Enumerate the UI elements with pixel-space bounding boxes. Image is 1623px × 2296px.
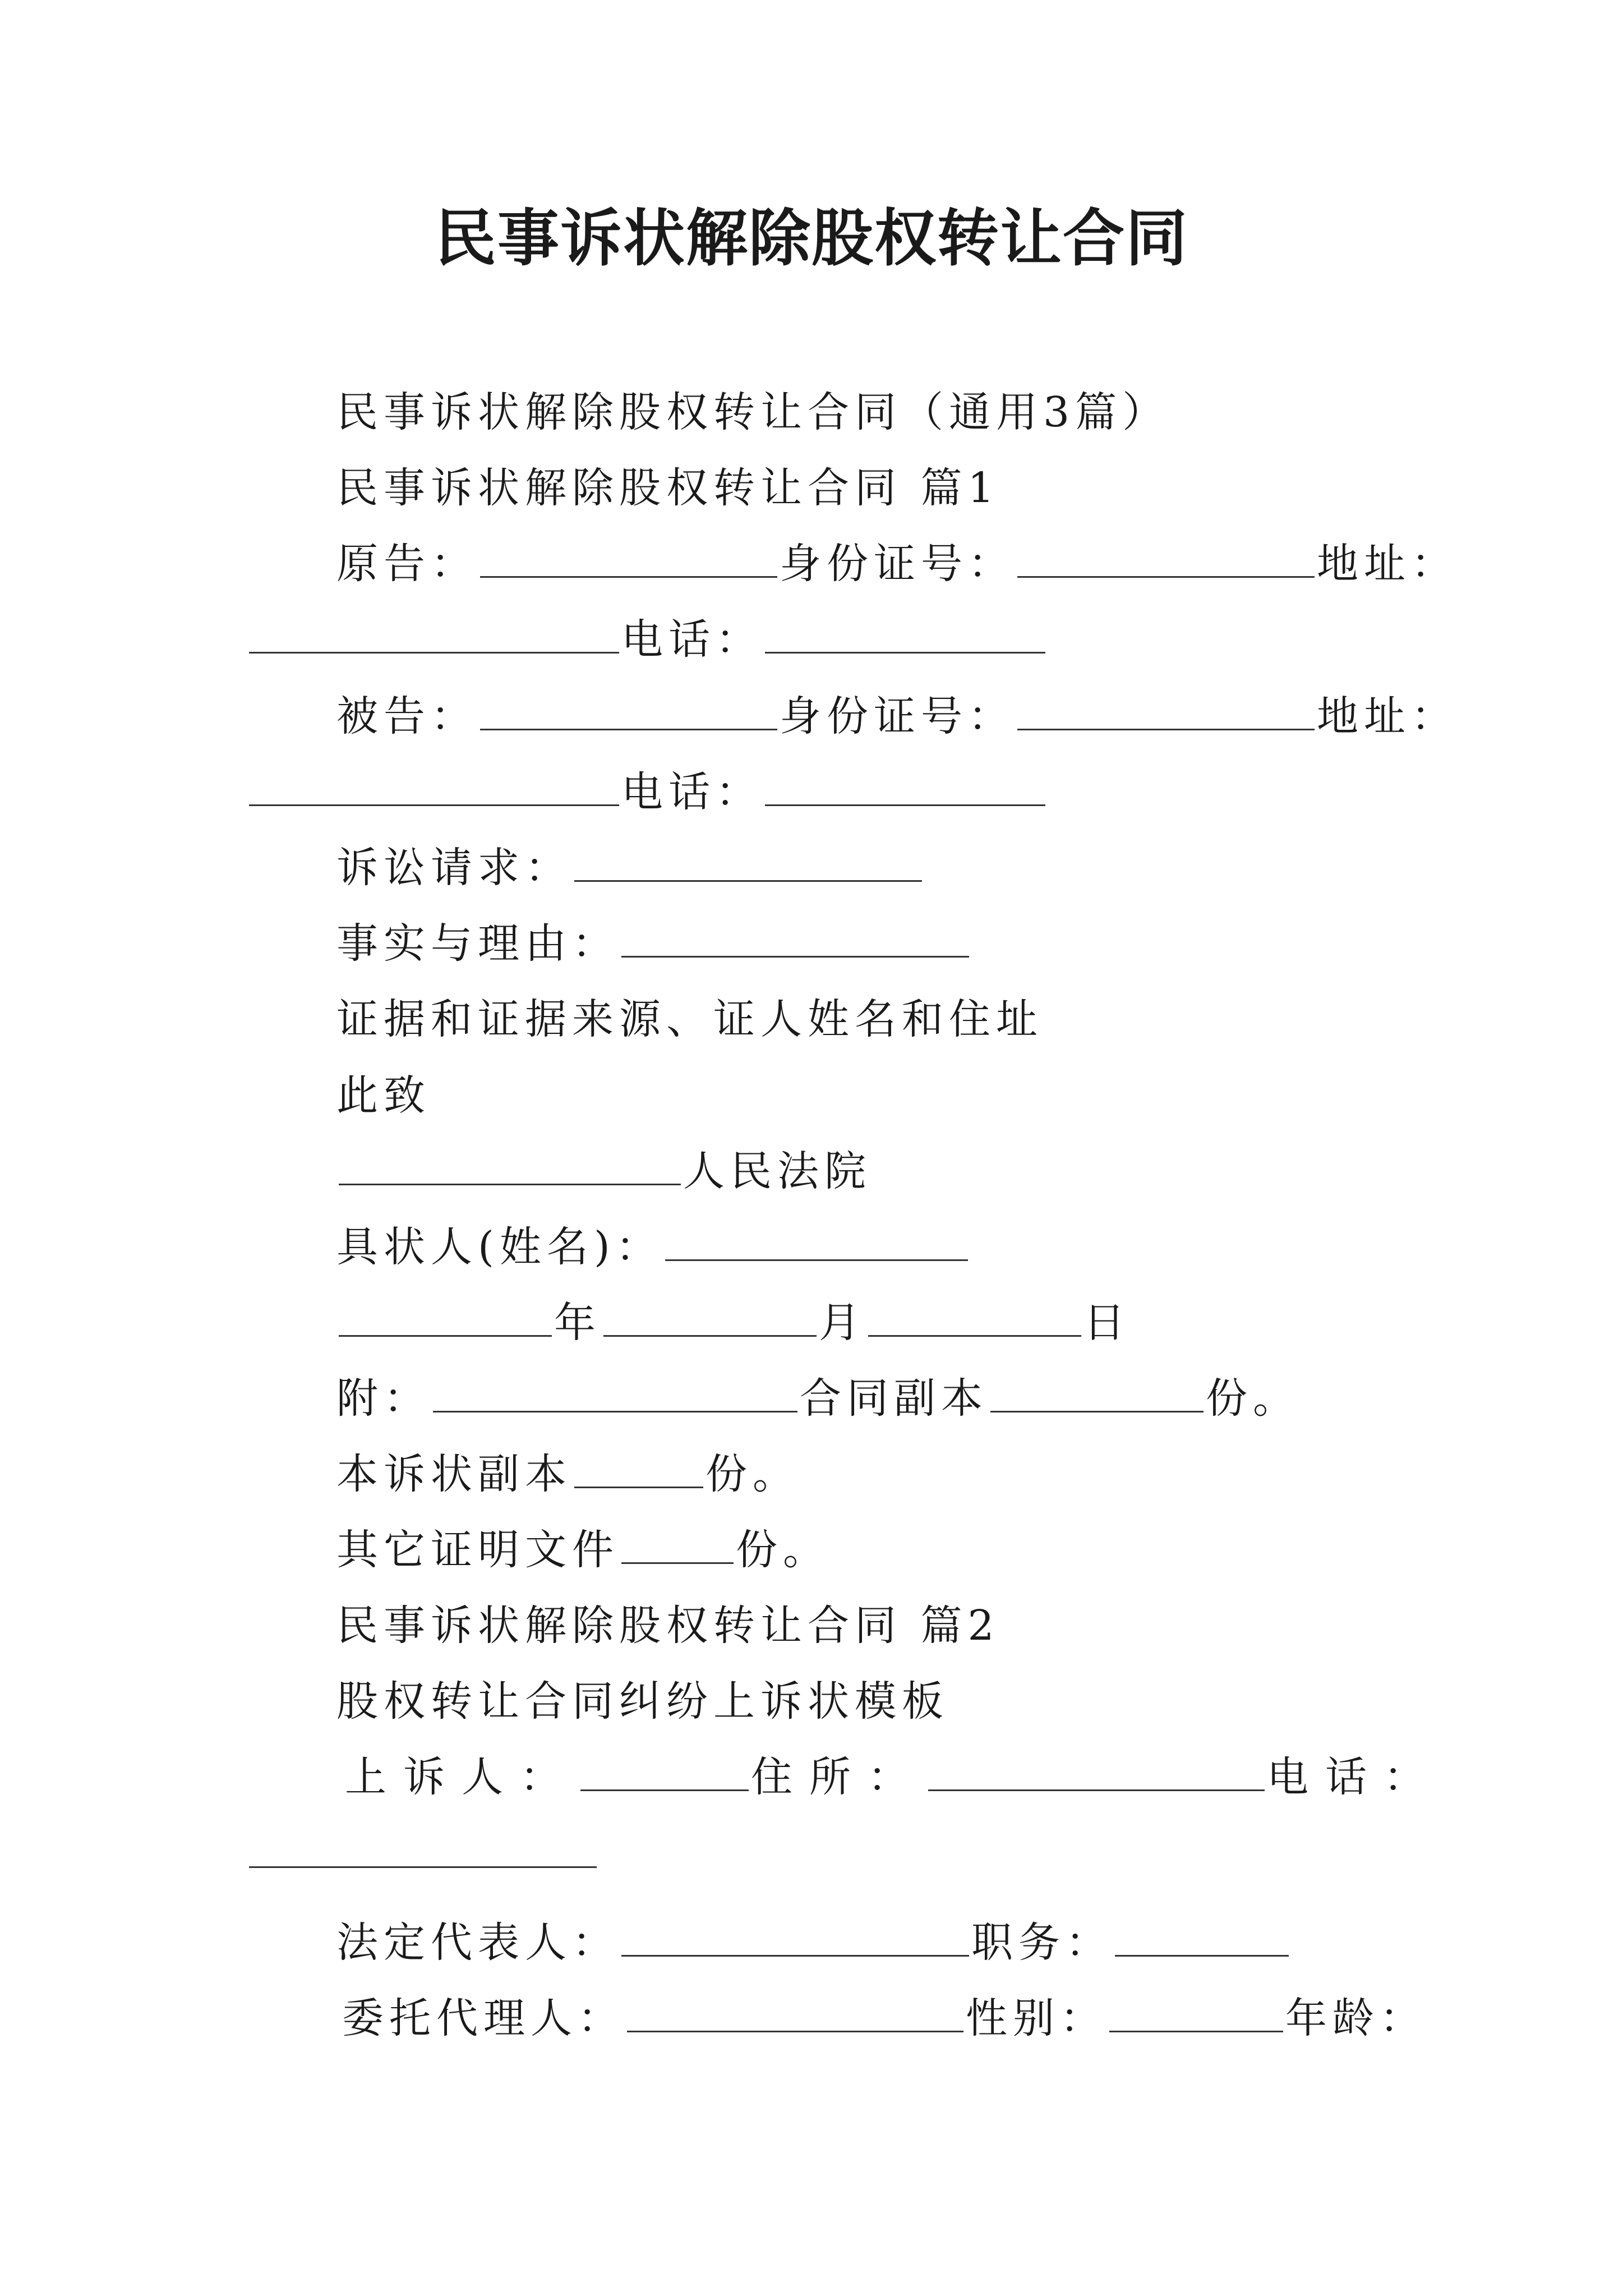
plaintiff-id-label: 身份证号： (780, 540, 1015, 588)
signer-row (336, 1216, 970, 1278)
evidence-label: 证据和证据来源、证人姓名和住址 (336, 995, 1043, 1043)
signer-blank[interactable] (665, 1226, 968, 1261)
position-label: 职务： (971, 1918, 1113, 1967)
contract-copy-suffix: 份。 (1206, 1374, 1300, 1423)
attach-label: 附： (336, 1374, 431, 1423)
other-docs-suffix: 份。 (736, 1526, 830, 1574)
month-label: 月 (819, 1299, 866, 1347)
facts-row (336, 913, 971, 974)
appellant-label: 上诉人： (345, 1753, 578, 1801)
defendant-phone-row (247, 761, 1048, 823)
defendant-row (336, 685, 1458, 747)
appellant-phone-label: 电话： (1267, 1753, 1442, 1801)
part2-heading: 民事诉状解除股权转让合同 篇2 (336, 1602, 1000, 1650)
to-label: 此致 (336, 1071, 431, 1120)
age-label: 年龄： (1285, 1994, 1427, 2042)
attach-row (336, 1368, 1300, 1429)
defendant-id-blank[interactable] (1017, 695, 1315, 730)
residence-blank[interactable] (928, 1756, 1265, 1791)
plaintiff-phone-blank[interactable] (765, 618, 1045, 654)
other-docs-row (336, 1519, 830, 1581)
other-docs-blank[interactable] (621, 1529, 734, 1564)
legal-rep-blank[interactable] (621, 1921, 969, 1957)
plaintiff-address-label: 地址： (1317, 540, 1458, 588)
defendant-address-blank[interactable] (249, 771, 619, 806)
year-blank[interactable] (339, 1301, 552, 1337)
signer-label: 具状人(姓名)： (336, 1223, 663, 1271)
plaintiff-phone-row (247, 609, 1048, 670)
gender-blank[interactable] (1109, 1997, 1283, 2032)
date-row (336, 1292, 1131, 1354)
contract-copy-blank[interactable] (990, 1377, 1204, 1412)
appellant-phone-row (247, 1823, 599, 1885)
complaint-copy-row (336, 1443, 800, 1505)
attach-blank[interactable] (433, 1377, 797, 1412)
other-docs-label: 其它证明文件 (336, 1526, 619, 1574)
defendant-phone-label: 电话： (621, 768, 763, 816)
day-blank[interactable] (868, 1301, 1081, 1337)
court-row (336, 1140, 872, 1202)
plaintiff-phone-label: 电话： (621, 615, 763, 664)
month-blank[interactable] (603, 1301, 817, 1337)
appellant-row (345, 1746, 1442, 1808)
claim-row (336, 837, 924, 899)
plaintiff-address-blank[interactable] (249, 618, 619, 654)
part2-subheading: 股权转让合同纠纷上诉状模板 (336, 1677, 949, 1726)
residence-label: 住所： (751, 1753, 926, 1801)
document-title: 民事诉状解除股权转让合同 (435, 202, 1188, 274)
facts-label: 事实与理由： (336, 919, 619, 968)
defendant-label: 被告： (336, 692, 478, 740)
plaintiff-blank[interactable] (480, 542, 777, 578)
day-label: 日 (1083, 1299, 1131, 1347)
appellant-blank[interactable] (580, 1756, 749, 1791)
position-blank[interactable] (1115, 1921, 1289, 1957)
gender-label: 性别： (966, 1994, 1107, 2042)
appellant-phone-blank[interactable] (249, 1833, 597, 1868)
claim-label: 诉讼请求： (336, 844, 572, 892)
complaint-copy-blank[interactable] (574, 1453, 703, 1488)
legal-rep-label: 法定代表人： (336, 1918, 619, 1967)
year-label: 年 (554, 1299, 601, 1347)
facts-blank[interactable] (621, 922, 969, 958)
agent-label: 委托代理人： (342, 1994, 625, 2042)
plaintiff-label: 原告： (336, 540, 478, 588)
document-subtitle: 民事诉状解除股权转让合同（通用3篇） (336, 388, 1170, 436)
part1-heading: 民事诉状解除股权转让合同 篇1 (336, 464, 1000, 512)
agent-row (342, 1987, 1427, 2049)
defendant-address-label: 地址： (1317, 692, 1458, 740)
contract-copy-label: 合同副本 (800, 1374, 988, 1423)
legal-rep-row (336, 1912, 1291, 1973)
agent-blank[interactable] (627, 1997, 963, 2032)
plaintiff-row (336, 533, 1458, 595)
defendant-blank[interactable] (480, 695, 777, 730)
complaint-copy-label: 本诉状副本 (336, 1450, 572, 1498)
complaint-copy-suffix: 份。 (706, 1450, 800, 1498)
court-label: 人民法院 (683, 1147, 872, 1195)
defendant-phone-blank[interactable] (765, 771, 1045, 806)
claim-blank[interactable] (574, 846, 922, 882)
court-blank[interactable] (339, 1150, 681, 1185)
defendant-id-label: 身份证号： (780, 692, 1015, 740)
plaintiff-id-blank[interactable] (1017, 542, 1315, 578)
